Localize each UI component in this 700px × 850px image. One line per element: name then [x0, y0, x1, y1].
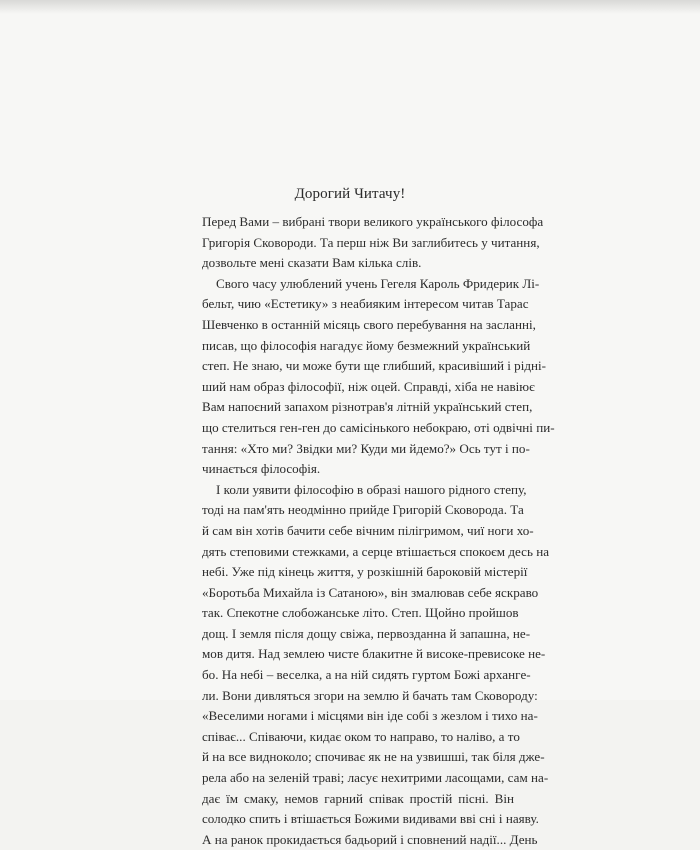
text-line: й сам він хотів бачити себе вічним пілігримом, чиї ноги хо- [202, 522, 534, 538]
text-line: дає їм смаку, немов гарний співак простій пісні. Він [202, 790, 514, 806]
text-line: бо. На небі – веселка, а на ній сидять гуртом Божі архангe- [202, 667, 531, 683]
text-line: Вам напоєний запахом різнотрав'я літній український степ, [202, 399, 533, 415]
text-line: рела або на зеленій траві; ласує нехитрими ласощами, сам на- [202, 770, 549, 786]
text-line: небі. Уже під кінець життя, у розкішній бароковій містерії [202, 564, 528, 580]
text-line: мов дитя. Над землею чисте блакитне й високе-превисоке не- [202, 646, 546, 662]
text-line: що стелиться ген-ген до самісінького небокраю, оті одвічні пи- [202, 419, 555, 435]
text-line: чинається філософія. [202, 461, 321, 477]
text-line: писав, що філософія нагадує йому безмежний український [202, 337, 531, 353]
text-line: солодко спить і втішається Божими видивами вві сні і наяву. [202, 811, 539, 827]
body-text [202, 212, 555, 850]
text-line: співає... Співаючи, кидає оком то направо, то наліво, а то [202, 728, 520, 744]
text-line: дощ. І земля після дощу свіжа, первозданна й запашна, не- [202, 625, 531, 641]
text-line: дозвольте мені сказати Вам кілька слів. [202, 255, 422, 271]
text-line: «Боротьба Михайла із Сатаною», він змалював себе яскраво [202, 584, 539, 600]
text-line: Григорія Сковороди. Та перш ніж Ви заглибитесь у читання, [202, 234, 540, 250]
text-line: Шевченко в останній місяць свого перебування на засланні, [202, 316, 536, 332]
text-line: Перед Вами – вибрані твори великого українського філософа [202, 214, 544, 229]
text-line: І коли уявити філософію в образі нашого рідного степу, [216, 481, 527, 497]
text-line: бельт, чию «Естетику» з неабияким інтересом читав Тарас [202, 296, 529, 312]
text-line: дять степовими стежками, а серце втішається спокоєм десь на [202, 543, 550, 559]
text-line: й на все видноколо; спочиває як не на узвишші, так біля дже- [202, 749, 545, 765]
text-line: степ. Не знаю, чи може бути ще глибший, красивіший і рідні- [202, 358, 547, 374]
text-line: тоді на пам'ять неодмінно прийде Григорій Сковорода. Та [202, 502, 524, 518]
text-line: тання: «Хто ми? Звідки ми? Куди ми йдемо?» Ось тут і по- [202, 440, 530, 456]
page-title: Дорогий Читачу! [294, 186, 406, 202]
text-line: «Веселими ногами і місцями він іде собі з жезлом і тихо на- [202, 708, 538, 724]
text-line: ший нам образ філософії, ніж оцей. Справді, хіба не навіює [202, 378, 535, 394]
text-line: так. Спекотне слобожанське літо. Степ. Щойно пройшов [202, 605, 519, 621]
text-line: ли. Вони дивляться згори на землю й бачать там Сковороду: [202, 687, 538, 703]
text-line: Свого часу улюблений учень Гегеля Кароль Фридерик Лі- [216, 275, 540, 291]
text-line: А на ранок прокидається бадьорий і сповнений надії... День [202, 831, 538, 847]
page-top-shadow [0, 0, 700, 14]
